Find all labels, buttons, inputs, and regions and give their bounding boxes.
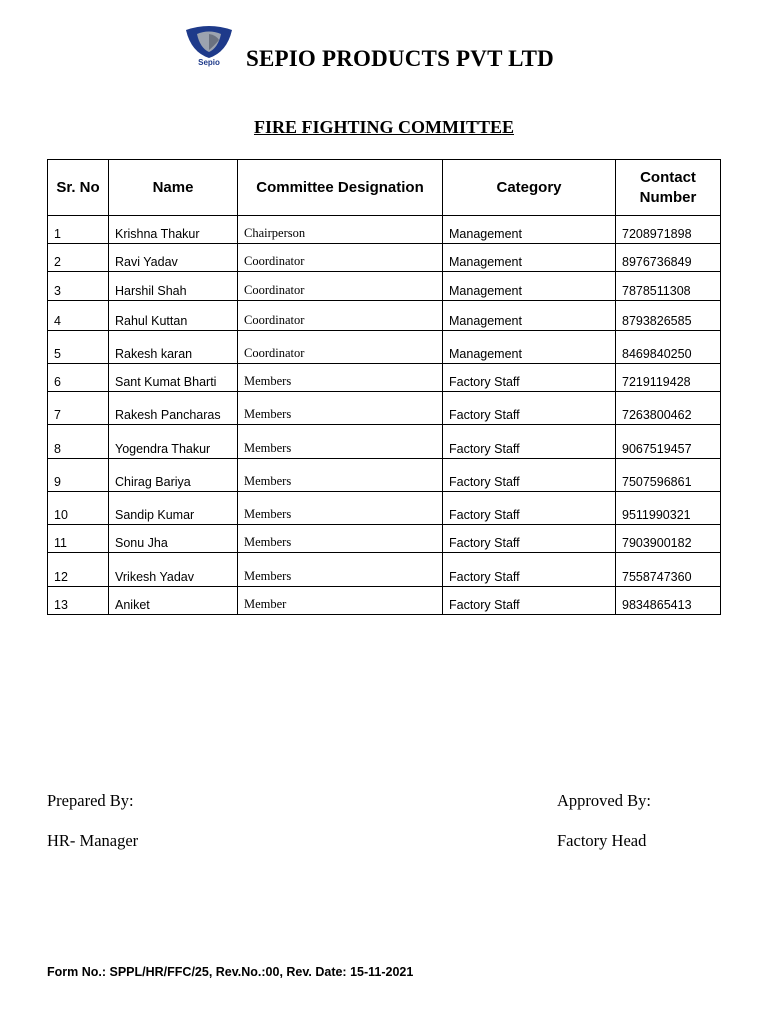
column-header-category: Category — [443, 160, 616, 216]
name-cell: Rakesh karan — [109, 331, 238, 364]
contact-number-cell: 7903900182 — [616, 525, 721, 553]
table-row — [48, 459, 721, 492]
category-cell: Management — [443, 216, 616, 244]
designation-cell: Member — [238, 587, 443, 615]
name-cell: Aniket — [109, 587, 238, 615]
sr-no-cell: 6 — [48, 364, 109, 392]
approved-by-label: Approved By: — [557, 791, 651, 810]
name-cell: Rahul Kuttan — [109, 301, 238, 331]
contact-number-cell: 7558747360 — [616, 553, 721, 587]
category-cell: Factory Staff — [443, 553, 616, 587]
contact-number-cell: 9511990321 — [616, 492, 721, 525]
table-row — [48, 244, 721, 272]
table-row — [48, 553, 721, 587]
prepared-by-label: Prepared By: — [47, 791, 134, 810]
contact-number-cell: 7219119428 — [616, 364, 721, 392]
sepio-logo-icon — [183, 26, 235, 60]
document-title: FIRE FIGHTING COMMITTEE — [253, 117, 515, 137]
name-cell: Harshil Shah — [109, 272, 238, 301]
sr-no-cell: 8 — [48, 425, 109, 459]
table-row — [48, 587, 721, 615]
name-cell: Krishna Thakur — [109, 216, 238, 244]
table-row — [48, 272, 721, 301]
name-cell: Vrikesh Yadav — [109, 553, 238, 587]
sr-no-cell: 1 — [48, 216, 109, 244]
column-header-name: Name — [109, 160, 238, 216]
name-cell: Sant Kumat Bharti — [109, 364, 238, 392]
table-row — [48, 364, 721, 392]
sr-no-cell: 9 — [48, 459, 109, 492]
sr-no-cell: 12 — [48, 553, 109, 587]
category-cell: Factory Staff — [443, 425, 616, 459]
designation-cell: Members — [238, 459, 443, 492]
prepared-by-role: HR- Manager — [47, 831, 139, 850]
name-cell: Chirag Bariya — [109, 459, 238, 492]
committee-table — [47, 159, 721, 615]
table-header-row — [48, 160, 721, 216]
column-header-designation: Committee Designation — [238, 160, 443, 216]
category-cell: Factory Staff — [443, 364, 616, 392]
sr-no-cell: 4 — [48, 301, 109, 331]
designation-cell: Members — [238, 492, 443, 525]
contact-number-cell: 7263800462 — [616, 392, 721, 425]
category-cell: Management — [443, 244, 616, 272]
designation-cell: Coordinator — [238, 301, 443, 331]
sr-no-cell: 2 — [48, 244, 109, 272]
contact-number-cell: 9834865413 — [616, 587, 721, 615]
table-row — [48, 425, 721, 459]
designation-cell: Members — [238, 425, 443, 459]
name-cell: Sonu Jha — [109, 525, 238, 553]
table-row — [48, 301, 721, 331]
category-cell: Management — [443, 272, 616, 301]
sr-no-cell: 10 — [48, 492, 109, 525]
name-cell: Yogendra Thakur — [109, 425, 238, 459]
designation-cell: Chairperson — [238, 216, 443, 244]
designation-cell: Coordinator — [238, 272, 443, 301]
table-row — [48, 525, 721, 553]
sr-no-cell: 13 — [48, 587, 109, 615]
table-row — [48, 216, 721, 244]
designation-cell: Members — [238, 525, 443, 553]
sepio-logo — [183, 26, 235, 68]
sr-no-cell: 5 — [48, 331, 109, 364]
column-header-sr-no: Sr. No — [48, 160, 109, 216]
category-cell: Management — [443, 331, 616, 364]
column-header-contact: Contact Number — [616, 160, 721, 216]
contact-number-cell: 8976736849 — [616, 244, 721, 272]
document-header — [0, 24, 768, 74]
designation-cell: Coordinator — [238, 244, 443, 272]
table-row — [48, 331, 721, 364]
sr-no-cell: 7 — [48, 392, 109, 425]
category-cell: Management — [443, 301, 616, 331]
company-name: SEPIO PRODUCTS PVT LTD — [246, 46, 554, 71]
contact-number-cell: 7507596861 — [616, 459, 721, 492]
table-row — [48, 392, 721, 425]
category-cell: Factory Staff — [443, 587, 616, 615]
name-cell: Rakesh Pancharas — [109, 392, 238, 425]
sr-no-cell: 11 — [48, 525, 109, 553]
contact-number-cell: 8469840250 — [616, 331, 721, 364]
logo-wordmark: Sepio — [198, 58, 220, 67]
designation-cell: Members — [238, 364, 443, 392]
designation-cell: Coordinator — [238, 331, 443, 364]
sr-no-cell: 3 — [48, 272, 109, 301]
contact-number-cell: 7878511308 — [616, 272, 721, 301]
table-row — [48, 492, 721, 525]
contact-number-cell: 7208971898 — [616, 216, 721, 244]
name-cell: Sandip Kumar — [109, 492, 238, 525]
table-body — [48, 216, 721, 615]
designation-cell: Members — [238, 392, 443, 425]
contact-number-cell: 8793826585 — [616, 301, 721, 331]
category-cell: Factory Staff — [443, 459, 616, 492]
category-cell: Factory Staff — [443, 392, 616, 425]
form-number-footer: Form No.: SPPL/HR/FFC/25, Rev.No.:00, Rev. Date: 15-11-2021 — [47, 965, 414, 979]
category-cell: Factory Staff — [443, 492, 616, 525]
designation-cell: Members — [238, 553, 443, 587]
approved-by-role: Factory Head — [557, 831, 647, 850]
name-cell: Ravi Yadav — [109, 244, 238, 272]
category-cell: Factory Staff — [443, 525, 616, 553]
contact-number-cell: 9067519457 — [616, 425, 721, 459]
